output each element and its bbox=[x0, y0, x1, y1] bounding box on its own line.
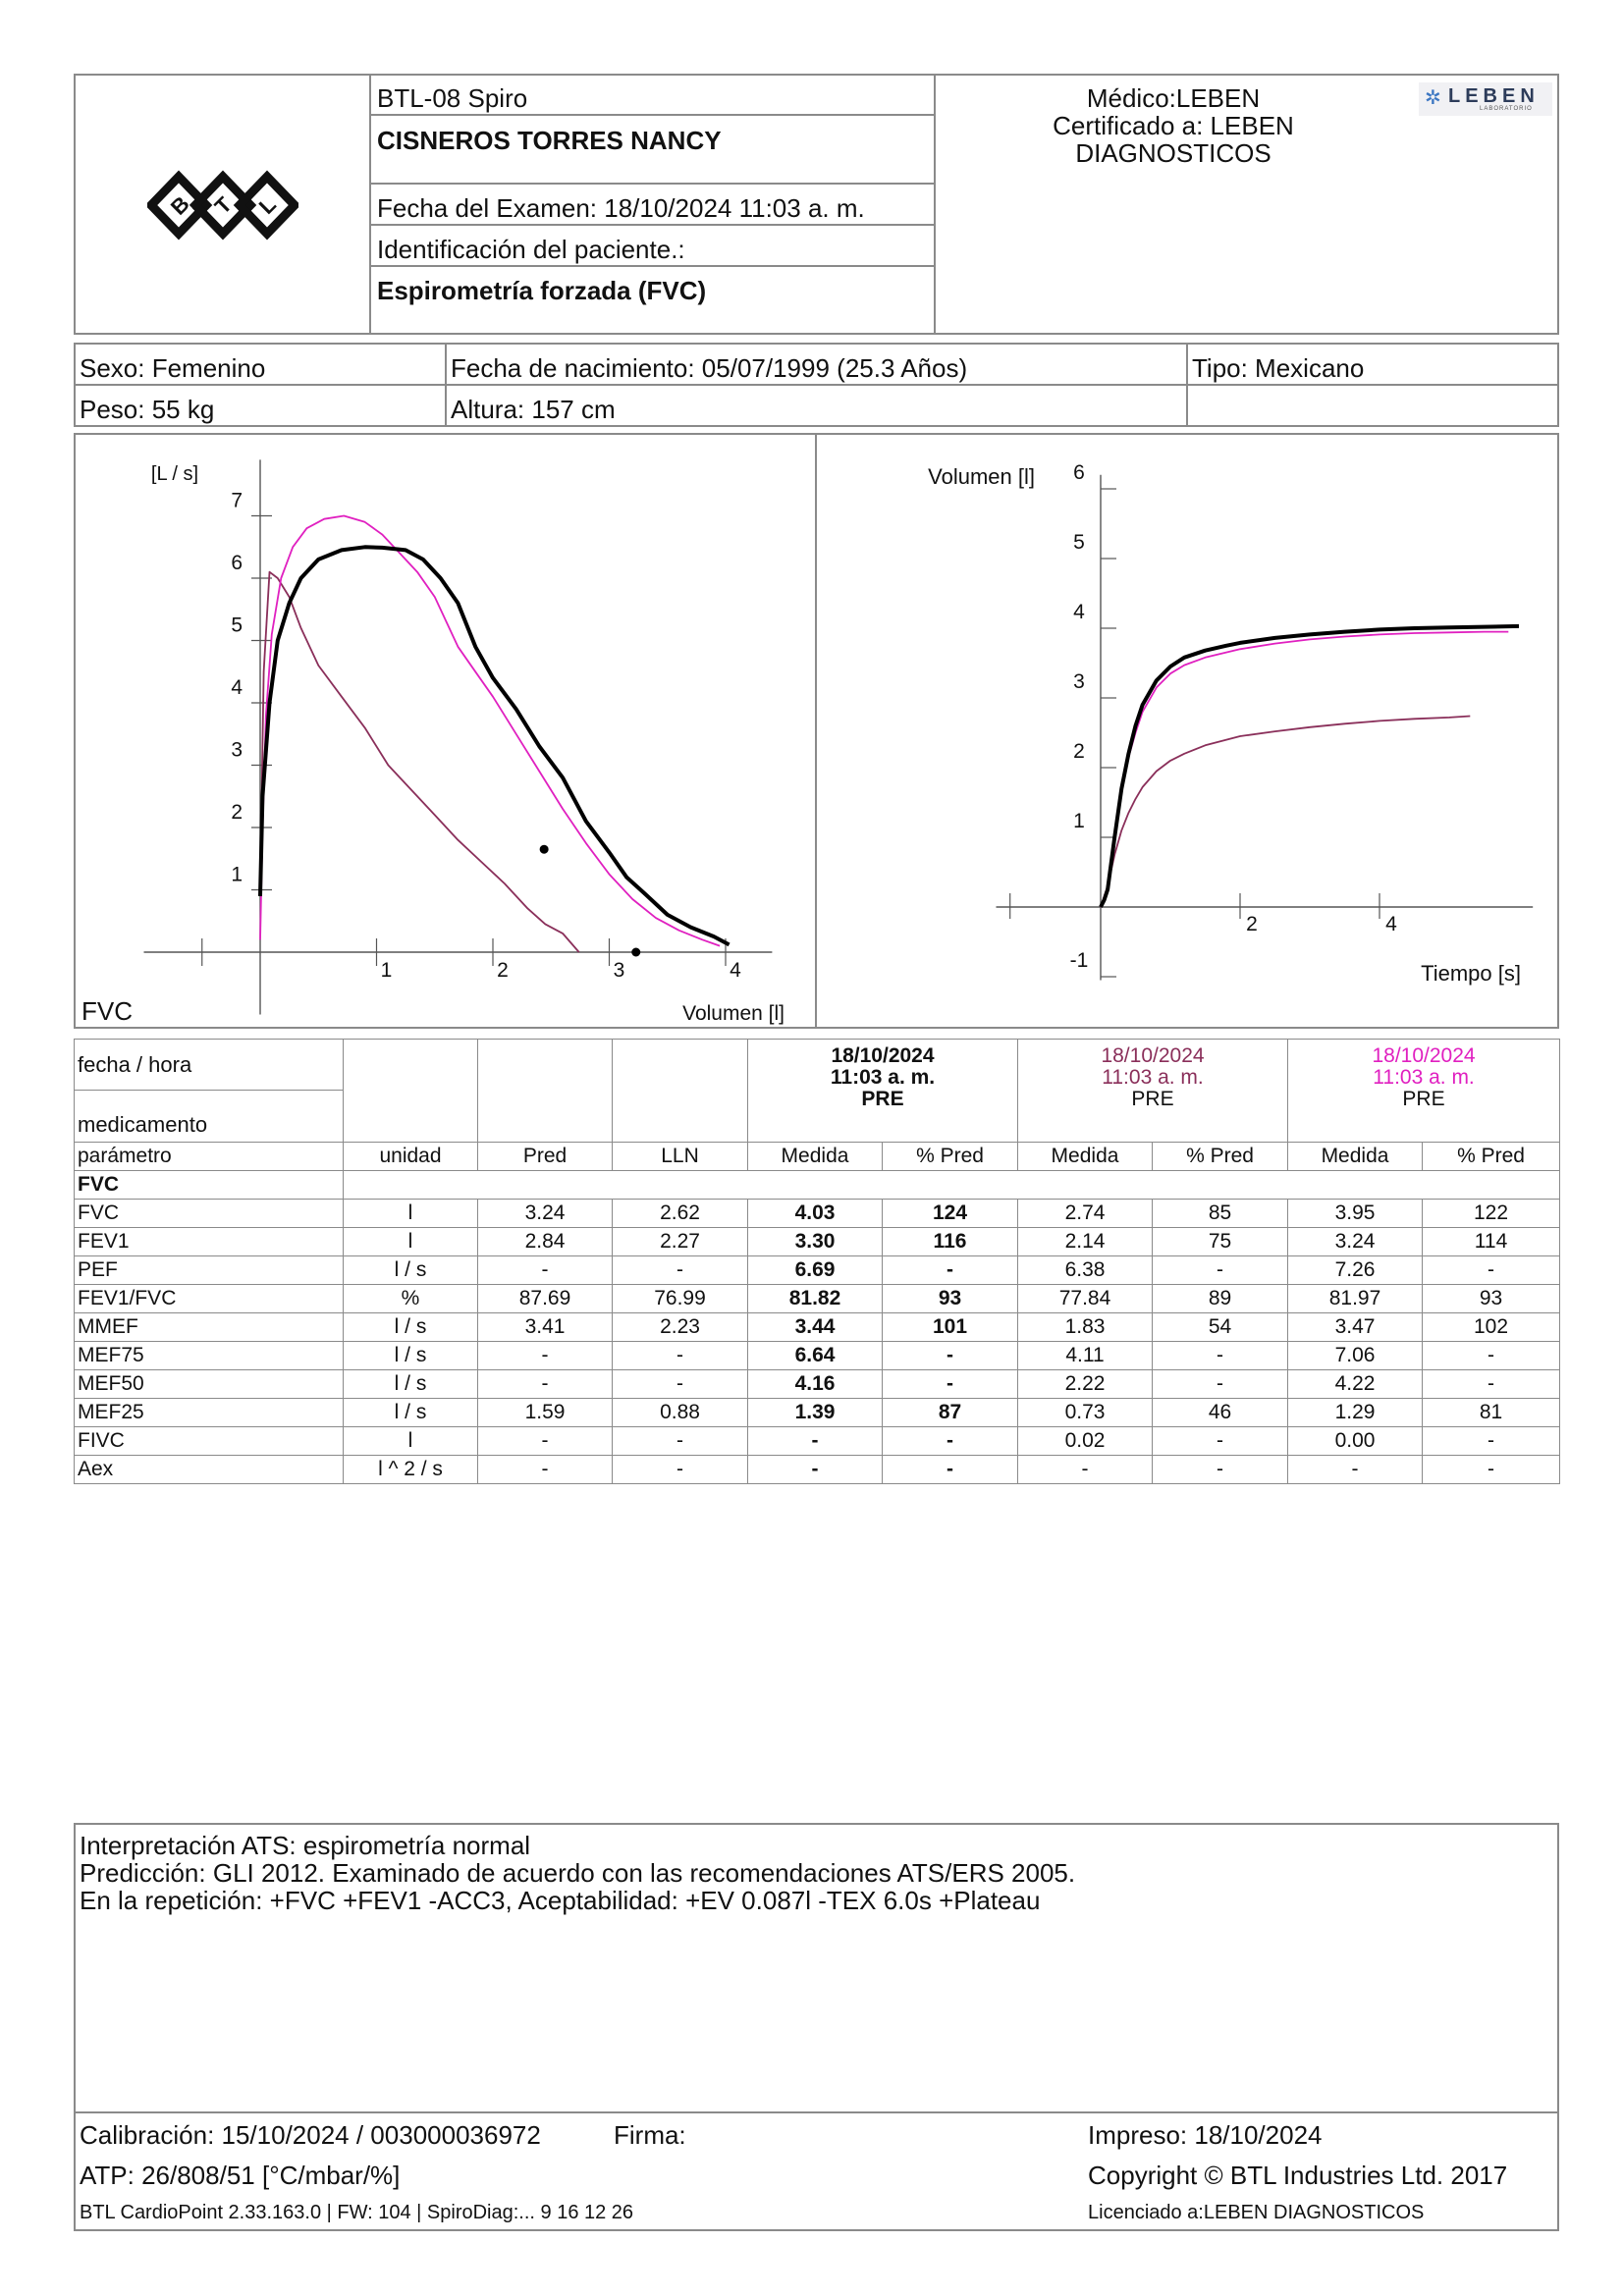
table-cell: 2.23 bbox=[613, 1313, 748, 1342]
y-tick-label: 1 bbox=[1073, 810, 1085, 832]
table-cell: - bbox=[478, 1427, 613, 1456]
table-cell: - bbox=[1423, 1256, 1560, 1285]
table-row bbox=[75, 1399, 1560, 1427]
doctor-line-3: DIAGNOSTICOS bbox=[1075, 138, 1271, 168]
y-axis-label: Volumen [l] bbox=[928, 464, 1035, 489]
col-header-pred-pct-1: % Pred bbox=[883, 1143, 1018, 1171]
table-cell: - bbox=[1423, 1427, 1560, 1456]
table-cell: l ^ 2 / s bbox=[344, 1456, 478, 1484]
table-cell: 87 bbox=[883, 1399, 1018, 1427]
y-tick-label: 6 bbox=[231, 552, 243, 574]
y-tick-label: 3 bbox=[1073, 670, 1085, 693]
table-cell: - bbox=[1153, 1456, 1288, 1484]
table-cell: - bbox=[883, 1456, 1018, 1484]
table-cell: 46 bbox=[1153, 1399, 1288, 1427]
table-cell: 102 bbox=[1423, 1313, 1560, 1342]
y-tick-label: 2 bbox=[231, 801, 243, 824]
table-cell: 116 bbox=[883, 1228, 1018, 1256]
table-cell: - bbox=[478, 1456, 613, 1484]
licensed-to: Licenciado a:LEBEN DIAGNOSTICOS bbox=[1088, 2202, 1425, 2223]
group-row bbox=[75, 1171, 1560, 1200]
table-cell: 2.62 bbox=[613, 1200, 748, 1228]
trial-2-med: PRE bbox=[1131, 1088, 1174, 1110]
table-cell: - bbox=[613, 1456, 748, 1484]
trial-3-date: 18/10/2024 bbox=[1372, 1044, 1476, 1067]
trial-1-time: 11:03 a. m. bbox=[830, 1066, 936, 1089]
table-cell: 54 bbox=[1153, 1313, 1288, 1342]
chart-corner-label: FVC bbox=[81, 996, 133, 1026]
table-cell: - bbox=[1153, 1370, 1288, 1399]
param-name: MEF50 bbox=[75, 1370, 344, 1399]
printed-date: Impreso: 18/10/2024 bbox=[1088, 2120, 1323, 2150]
table-cell: 3.95 bbox=[1288, 1200, 1423, 1228]
table-cell: 93 bbox=[1423, 1285, 1560, 1313]
y-tick-label: 4 bbox=[231, 676, 243, 699]
col-header-pred-pct-2: % Pred bbox=[1153, 1143, 1288, 1171]
table-cell: 2.14 bbox=[1018, 1228, 1153, 1256]
table-cell: 6.38 bbox=[1018, 1256, 1153, 1285]
table-cell: l / s bbox=[344, 1370, 478, 1399]
svg-text:T: T bbox=[209, 191, 237, 219]
table-cell: 114 bbox=[1423, 1228, 1560, 1256]
patient-weight: Peso: 55 kg bbox=[80, 395, 215, 424]
table-cell: - bbox=[883, 1370, 1018, 1399]
param-name: PEF bbox=[75, 1256, 344, 1285]
table-row bbox=[75, 1256, 1560, 1285]
y-tick-label: 6 bbox=[1073, 461, 1085, 484]
param-name: FVC bbox=[75, 1200, 344, 1228]
table-cell: 0.73 bbox=[1018, 1399, 1153, 1427]
table-cell: 7.06 bbox=[1288, 1342, 1423, 1370]
col-header-medida-3: Medida bbox=[1288, 1143, 1423, 1171]
table-cell: 1.83 bbox=[1018, 1313, 1153, 1342]
table-row bbox=[75, 1427, 1560, 1456]
x-tick-label: 2 bbox=[497, 959, 509, 982]
col-header-param: parámetro bbox=[75, 1143, 344, 1171]
lab-logo-subtext: LABORATORIO bbox=[1480, 106, 1533, 112]
table-cell: - bbox=[478, 1256, 613, 1285]
pef-marker-dot bbox=[540, 845, 549, 854]
y-tick-label: 3 bbox=[231, 738, 243, 762]
doctor-line-2: Certificado a: LEBEN bbox=[1053, 111, 1294, 140]
x-tick-label: 4 bbox=[730, 959, 741, 982]
table-cell: 3.47 bbox=[1288, 1313, 1423, 1342]
param-name: Aex bbox=[75, 1456, 344, 1484]
table-cell: - bbox=[748, 1456, 883, 1484]
svg-text:B: B bbox=[165, 190, 194, 220]
interpretation-line-1: Interpretación ATS: espirometría normal bbox=[80, 1831, 531, 1860]
param-name: FEV1 bbox=[75, 1228, 344, 1256]
x-tick-label: 3 bbox=[613, 959, 625, 982]
table-cell: - bbox=[478, 1370, 613, 1399]
table-cell: 101 bbox=[883, 1313, 1018, 1342]
x-tick-label: 4 bbox=[1385, 913, 1397, 935]
software-info: BTL CardioPoint 2.33.163.0 | FW: 104 | SpiroDiag:... 9 16 12 26 bbox=[80, 2202, 634, 2223]
trial-1-header bbox=[748, 1040, 1018, 1143]
param-name: FEV1/FVC bbox=[75, 1285, 344, 1313]
trial-3-header bbox=[1288, 1040, 1560, 1143]
table-cell: 4.03 bbox=[748, 1200, 883, 1228]
trial-2-header bbox=[1018, 1040, 1288, 1143]
patient-type: Tipo: Mexicano bbox=[1192, 353, 1365, 383]
y-tick-label: 1 bbox=[231, 863, 243, 886]
table-cell: 81.97 bbox=[1288, 1285, 1423, 1313]
table-cell: 3.24 bbox=[1288, 1228, 1423, 1256]
table-row bbox=[75, 1456, 1560, 1484]
table-cell: 3.30 bbox=[748, 1228, 883, 1256]
col-header-medida-1: Medida bbox=[748, 1143, 883, 1171]
table-row bbox=[75, 1228, 1560, 1256]
signature-label: Firma: bbox=[614, 2120, 686, 2150]
table-cell: l / s bbox=[344, 1256, 478, 1285]
table-cell: l bbox=[344, 1200, 478, 1228]
atp-info: ATP: 26/808/51 [°C/mbar/%] bbox=[80, 2161, 401, 2190]
col-header-pred: Pred bbox=[478, 1143, 613, 1171]
calibration-info: Calibración: 15/10/2024 / 003000036972 bbox=[80, 2120, 541, 2150]
table-cell: 1.29 bbox=[1288, 1399, 1423, 1427]
table-cell: - bbox=[1423, 1456, 1560, 1484]
table-cell: - bbox=[1153, 1427, 1288, 1456]
table-row bbox=[75, 1313, 1560, 1342]
volume-time-chart bbox=[817, 435, 1557, 1027]
lab-logo bbox=[1419, 82, 1552, 116]
table-cell: 1.39 bbox=[748, 1399, 883, 1427]
table-cell: 2.84 bbox=[478, 1228, 613, 1256]
table-cell: 2.74 bbox=[1018, 1200, 1153, 1228]
group-label: FVC bbox=[75, 1171, 344, 1200]
x-axis-label: Volumen [l] bbox=[682, 1002, 784, 1025]
device-name: BTL-08 Spiro bbox=[377, 83, 528, 113]
table-cell: - bbox=[1288, 1456, 1423, 1484]
copyright: Copyright © BTL Industries Ltd. 2017 bbox=[1088, 2161, 1508, 2190]
patient-dob: Fecha de nacimiento: 05/07/1999 (25.3 Años) bbox=[451, 353, 968, 383]
table-cell: - bbox=[883, 1256, 1018, 1285]
trial-3-time: 11:03 a. m. bbox=[1373, 1066, 1475, 1089]
table-cell: 6.69 bbox=[748, 1256, 883, 1285]
table-cell: - bbox=[883, 1342, 1018, 1370]
table-cell: 124 bbox=[883, 1200, 1018, 1228]
table-cell: 2.27 bbox=[613, 1228, 748, 1256]
x-tick-label: 1 bbox=[380, 959, 393, 982]
results-table bbox=[74, 1039, 1560, 1484]
table-row bbox=[75, 1200, 1560, 1228]
table-cell: 76.99 bbox=[613, 1285, 748, 1313]
y-tick-label: 5 bbox=[231, 614, 243, 637]
table-row bbox=[75, 1342, 1560, 1370]
table-cell: 0.02 bbox=[1018, 1427, 1153, 1456]
table-cell: 81.82 bbox=[748, 1285, 883, 1313]
y-axis-label: [L / s] bbox=[150, 463, 199, 485]
lab-logo-icon: ✲ bbox=[1425, 87, 1441, 109]
patient-sex: Sexo: Femenino bbox=[80, 353, 266, 383]
y-tick-label: 5 bbox=[1073, 531, 1085, 554]
table-cell: - bbox=[1018, 1456, 1153, 1484]
param-name: MMEF bbox=[75, 1313, 344, 1342]
table-cell: - bbox=[613, 1370, 748, 1399]
y-tick-label: 4 bbox=[1073, 601, 1085, 623]
pef-marker-dot bbox=[631, 948, 640, 957]
table-cell: l / s bbox=[344, 1399, 478, 1427]
series-line-2 bbox=[260, 572, 579, 952]
param-name: MEF75 bbox=[75, 1342, 344, 1370]
series-line-1 bbox=[260, 547, 730, 944]
table-cell: 6.64 bbox=[748, 1342, 883, 1370]
table-cell: 3.41 bbox=[478, 1313, 613, 1342]
col-header-medida-2: Medida bbox=[1018, 1143, 1153, 1171]
flow-volume-chart bbox=[76, 435, 814, 1027]
patient-id: Identificación del paciente.: bbox=[377, 235, 685, 264]
table-cell: - bbox=[883, 1427, 1018, 1456]
table-cell: 7.26 bbox=[1288, 1256, 1423, 1285]
table-cell: - bbox=[1153, 1342, 1288, 1370]
table-cell: l bbox=[344, 1427, 478, 1456]
y-tick-label: 7 bbox=[231, 489, 243, 512]
param-name: FIVC bbox=[75, 1427, 344, 1456]
param-name: MEF25 bbox=[75, 1399, 344, 1427]
col-header-unit: unidad bbox=[344, 1143, 478, 1171]
trial-1-med: PRE bbox=[861, 1088, 904, 1110]
table-cell: l / s bbox=[344, 1313, 478, 1342]
table-cell: - bbox=[1153, 1256, 1288, 1285]
x-tick-label: 2 bbox=[1246, 913, 1258, 935]
table-cell: 85 bbox=[1153, 1200, 1288, 1228]
table-cell: l bbox=[344, 1228, 478, 1256]
table-cell: l / s bbox=[344, 1342, 478, 1370]
table-cell: 0.00 bbox=[1288, 1427, 1423, 1456]
lab-logo-text: LEBEN bbox=[1448, 85, 1540, 107]
svg-text:L: L bbox=[253, 191, 281, 219]
trial-3-med: PRE bbox=[1402, 1088, 1445, 1110]
y-tick-label: 2 bbox=[1073, 740, 1085, 763]
table-cell: 4.11 bbox=[1018, 1342, 1153, 1370]
trial-1-date: 18/10/2024 bbox=[831, 1044, 935, 1067]
col-header-lln: LLN bbox=[613, 1143, 748, 1171]
table-cell: 89 bbox=[1153, 1285, 1288, 1313]
table-cell: 3.44 bbox=[748, 1313, 883, 1342]
table-cell: 75 bbox=[1153, 1228, 1288, 1256]
medicamento-label: medicamento bbox=[75, 1091, 344, 1143]
table-cell: - bbox=[1423, 1370, 1560, 1399]
table-cell: 4.22 bbox=[1288, 1370, 1423, 1399]
exam-date: Fecha del Examen: 18/10/2024 11:03 a. m. bbox=[377, 193, 865, 223]
series-line-3 bbox=[260, 516, 720, 946]
table-row bbox=[75, 1370, 1560, 1399]
table-cell: - bbox=[613, 1342, 748, 1370]
patient-name: CISNEROS TORRES NANCY bbox=[377, 126, 722, 155]
fecha-hora-label: fecha / hora bbox=[75, 1040, 344, 1091]
table-cell: - bbox=[613, 1427, 748, 1456]
column-header-row bbox=[75, 1143, 1560, 1171]
table-cell: 81 bbox=[1423, 1399, 1560, 1427]
table-cell: 2.22 bbox=[1018, 1370, 1153, 1399]
y-tick-label: -1 bbox=[1069, 949, 1089, 972]
table-cell: 1.59 bbox=[478, 1399, 613, 1427]
table-cell: 4.16 bbox=[748, 1370, 883, 1399]
interpretation-line-3: En la repetición: +FVC +FEV1 -ACC3, Aceptabilidad: +EV 0.087l -TEX 6.0s +Plateau bbox=[80, 1886, 1041, 1915]
x-axis-label: Tiempo [s] bbox=[1421, 961, 1521, 986]
trial-2-date: 18/10/2024 bbox=[1101, 1044, 1205, 1067]
col-header-pred-pct-3: % Pred bbox=[1423, 1143, 1560, 1171]
table-cell: % bbox=[344, 1285, 478, 1313]
table-cell: 77.84 bbox=[1018, 1285, 1153, 1313]
table-cell: 122 bbox=[1423, 1200, 1560, 1228]
series-line-2 bbox=[1101, 717, 1470, 908]
test-type: Espirometría forzada (FVC) bbox=[377, 276, 707, 305]
btl-logo bbox=[147, 165, 298, 245]
table-cell: 0.88 bbox=[613, 1399, 748, 1427]
doctor-info bbox=[982, 84, 1365, 167]
table-row bbox=[75, 1285, 1560, 1313]
table-cell: - bbox=[478, 1342, 613, 1370]
doctor-line-1: Médico:LEBEN bbox=[1086, 83, 1261, 113]
trial-2-time: 11:03 a. m. bbox=[1102, 1066, 1204, 1089]
patient-height: Altura: 157 cm bbox=[451, 395, 616, 424]
table-cell: - bbox=[748, 1427, 883, 1456]
interpretation-text bbox=[80, 1832, 1075, 1914]
table-cell: 93 bbox=[883, 1285, 1018, 1313]
interpretation-line-2: Predicción: GLI 2012. Examinado de acuerdo con las recomendaciones ATS/ERS 2005. bbox=[80, 1858, 1076, 1888]
table-cell: 3.24 bbox=[478, 1200, 613, 1228]
table-cell: 87.69 bbox=[478, 1285, 613, 1313]
table-cell: - bbox=[613, 1256, 748, 1285]
table-cell: - bbox=[1423, 1342, 1560, 1370]
